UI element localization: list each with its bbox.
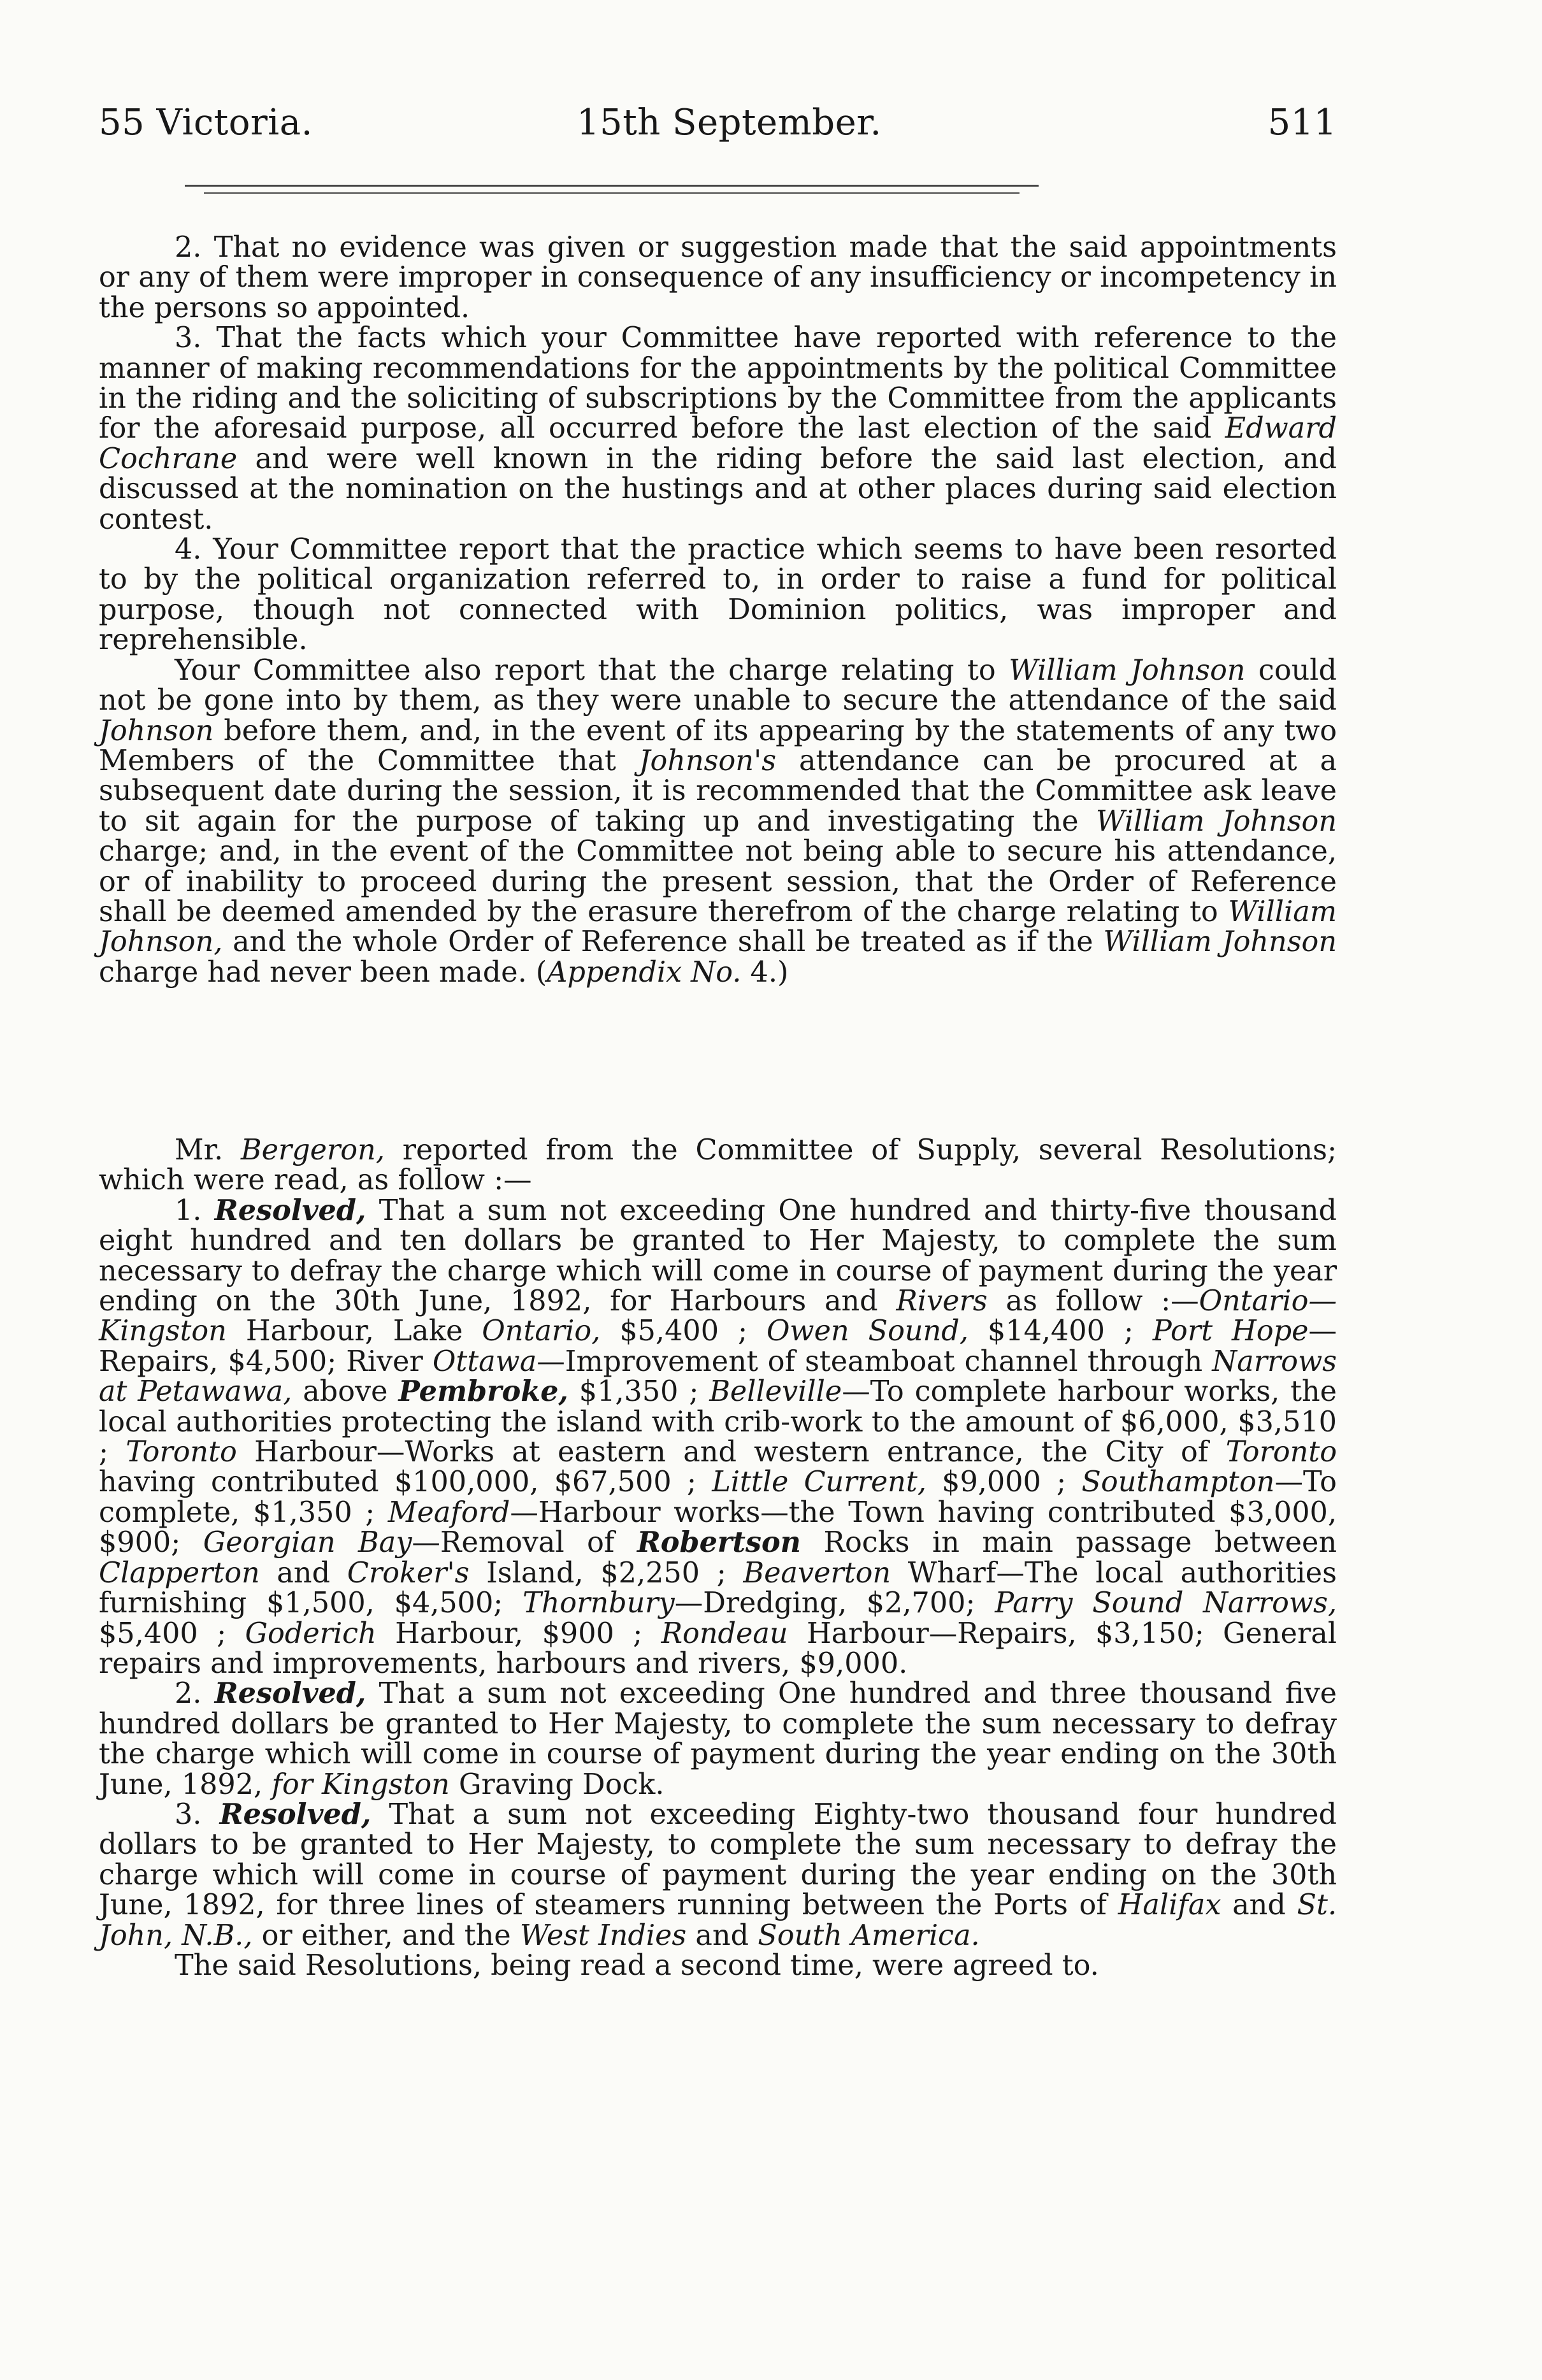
resolved-label: Resolved, xyxy=(214,1193,366,1227)
resolution-number: 2. xyxy=(175,1677,202,1710)
resolved-label: Resolved, xyxy=(214,1677,366,1710)
supply-intro xyxy=(99,1135,1337,1196)
person-name: Johnson's xyxy=(638,744,777,777)
paragraph-text: 4.) xyxy=(750,956,789,989)
paragraph-text: attendance can be procured at a subsequent date during the session, it is recommended that the Committee ask leave to sit again for the purpose of taking up and investigating the xyxy=(99,744,1337,838)
person-name: Johnson xyxy=(99,714,214,747)
resolved-label: Resolved, xyxy=(219,1797,371,1831)
place-name: St. John, N.B., xyxy=(99,1889,1337,1952)
place-name: Halifax xyxy=(1118,1889,1221,1922)
place-name: Meaford xyxy=(387,1496,510,1529)
paragraph-text: Your Committee also report that the charge relating to xyxy=(175,654,996,687)
resolution-text: $14,400 ; xyxy=(987,1315,1134,1348)
paragraph-text: charge; and, in the event of the Committee not being able to secure his attendance, or of inability to proceed during the present session, that the Order of Reference shall be deemed amended by the erasure therefrom of the charge relating to xyxy=(99,835,1337,928)
person-name: William Johnson, xyxy=(99,895,1337,959)
resolution-text: Graving Dock. xyxy=(458,1768,665,1801)
place-name: Little Current, xyxy=(712,1466,926,1499)
resolution-text: Rivers xyxy=(896,1285,988,1318)
paragraph-text: before them, and, in the event of its appearing by the statements of any two Members of the Committee that xyxy=(99,714,1337,777)
place-name: Rondeau xyxy=(661,1617,788,1650)
person-name: William Johnson xyxy=(1095,805,1337,838)
place-name: Clapperton xyxy=(99,1556,260,1589)
place-name: Robertson xyxy=(637,1526,802,1559)
resolution-text: Harbour, $900 ; xyxy=(395,1617,643,1650)
header-rule-secondary xyxy=(204,192,1020,194)
appendix-reference: Appendix No. xyxy=(547,956,742,989)
resolution-text: —Repairs, $4,500; River xyxy=(99,1315,1337,1378)
resolution-text: —Dredging, $2,700; xyxy=(674,1587,976,1620)
resolution-text: $5,400 ; xyxy=(99,1617,227,1650)
resolution-text: Rocks in main passage between xyxy=(823,1526,1337,1559)
resolution-number: 3. xyxy=(175,1798,202,1831)
place-name: Georgian Bay xyxy=(203,1526,412,1559)
report-paragraph-johnson xyxy=(99,656,1337,987)
resolution-3 xyxy=(99,1797,1337,1952)
person-name: Edward Cochrane xyxy=(99,412,1337,475)
place-name: for Kingston xyxy=(271,1768,450,1801)
resolution-text: or either, and the xyxy=(261,1919,511,1952)
resolution-text: Harbour—Repairs, $3,150; General repairs and improvements, harbours and rivers, $9,000. xyxy=(99,1617,1337,1680)
resolution-text: Island, $2,250 ; xyxy=(486,1556,726,1589)
place-name: Port Hope xyxy=(1152,1315,1309,1348)
resolution-text: Harbour—Works at eastern and western entrance, the City of xyxy=(254,1436,1209,1469)
paragraph-text: 4. Your Committee report that the practice which seems to have been resorted to by the political organization referred to, in order to raise a fund for political purpose, though not connected with Dominion politics, was improper and reprehensible. xyxy=(99,533,1337,657)
resolution-text: —To complete, $1,350 ; xyxy=(99,1466,1337,1529)
resolution-text: —Removal of xyxy=(412,1526,615,1559)
person-name: William Johnson xyxy=(1103,926,1337,959)
paragraph-text: and were well known in the riding before the said last election, and discussed at the nomination on the hustings and at other places during said election contest. xyxy=(99,442,1337,536)
running-head-date: 15th September. xyxy=(577,102,882,143)
paragraph-text: charge had never been made. ( xyxy=(99,956,547,989)
resolution-text: $9,000 ; xyxy=(942,1466,1067,1499)
place-name: Owen Sound, xyxy=(767,1315,969,1348)
header-rule xyxy=(185,185,1039,187)
place-name: Pembroke, xyxy=(398,1375,568,1409)
resolution-2 xyxy=(99,1679,1337,1800)
resolution-number: 1. xyxy=(175,1194,202,1227)
place-name: Ontario, xyxy=(482,1315,601,1348)
place-name: Parry Sound Narrows, xyxy=(995,1587,1337,1620)
resolution-text: and xyxy=(277,1556,331,1589)
report-paragraph-4 xyxy=(99,534,1337,656)
place-name: Toronto xyxy=(1225,1436,1337,1469)
person-name: William Johnson xyxy=(1009,654,1246,687)
resolution-text: Harbour, Lake xyxy=(245,1315,463,1348)
place-name: Croker's xyxy=(347,1556,470,1589)
paragraph-text: could not be gone into by them, as they were unable to secure the attendance of the said xyxy=(99,654,1337,717)
resolution-text: as follow :— xyxy=(1005,1285,1199,1318)
paragraph-text: reported from the Committee of Supply, several Resolutions; which were read, as follow :— xyxy=(99,1134,1337,1197)
paragraph-text: 3. That the facts which your Committee have reported with reference to the manner of making recommendations for the appointments by the political Committee in the riding and the soliciting of subscriptions by the Committee from the applicants for the aforesaid purpose, all occurred before the last election of the said xyxy=(99,322,1337,445)
resolution-text: —Improvement of steamboat channel through xyxy=(537,1345,1203,1378)
place-name: Thornbury xyxy=(522,1587,675,1620)
resolution-text: —Harbour works—the Town having contributed $3,000, $900; xyxy=(99,1496,1337,1559)
resolution-text: Wharf—The local authorities furnishing $1,500, $4,500; xyxy=(99,1556,1337,1620)
place-name: Ontario—Kingston xyxy=(99,1285,1337,1348)
resolution-text: —To complete harbour works, the local authorities protecting the island with crib-work to the amount of $6,000, $3,510 ; xyxy=(99,1375,1337,1469)
closing-text: The said Resolutions, being read a second time, were agreed to. xyxy=(175,1949,1099,1982)
report-paragraph-3 xyxy=(99,323,1337,534)
title-mr: Mr. xyxy=(175,1134,224,1166)
resolution-text: That a sum not exceeding One hundred and thirty-five thousand eight hundred and ten dollars be granted to Her Majesty, to complete the sum necessary to defray the charge which will come in course of payment during the year ending on the 30th June, 1892, for Harbours and xyxy=(99,1194,1337,1318)
resolution-1 xyxy=(99,1193,1337,1680)
place-name: Toronto xyxy=(126,1436,237,1469)
supply-resolutions xyxy=(99,1135,1337,1981)
person-name: Bergeron, xyxy=(240,1134,385,1166)
resolution-text: and xyxy=(1232,1889,1286,1922)
report-paragraph-2 xyxy=(99,233,1337,323)
place-name: South America. xyxy=(758,1919,980,1952)
place-name: Beaverton xyxy=(743,1556,891,1589)
page-number: 511 xyxy=(1267,102,1337,143)
place-name: Narrows at Petawawa, xyxy=(99,1345,1337,1409)
paragraph-text: 2. That no evidence was given or suggestion made that the said appointments or any of them were improper in consequence of any insufficiency or incompetency in the persons so appointed. xyxy=(99,231,1337,324)
resolution-text: That a sum not exceeding One hundred and three thousand five hundred dollars be granted to Her Majesty, to complete the sum necessary to defray the charge which will come in course of payment during the year ending on the 30th June, 1892, xyxy=(99,1677,1337,1801)
committee-report xyxy=(99,233,1337,987)
resolution-text: That a sum not exceeding Eighty-two thousand four hundred dollars to be granted to Her Majesty, to complete the sum necessary to defray the charge which will come in course of payment during the year ending on the 30th June, 1892, for three lines of steamers running between the Ports of xyxy=(99,1798,1337,1922)
resolution-text: $1,350 ; xyxy=(579,1375,699,1409)
place-name: Belleville xyxy=(709,1375,842,1409)
resolution-text: $5,400 ; xyxy=(619,1315,748,1348)
place-name: West Indies xyxy=(519,1919,687,1952)
paragraph-text: and the whole Order of Reference shall be treated as if the xyxy=(233,926,1093,959)
closing-line xyxy=(99,1951,1337,1981)
resolution-text: and xyxy=(695,1919,749,1952)
resolution-text: having contributed $100,000, $67,500 ; xyxy=(99,1466,696,1499)
running-head-regnal-year: 55 Victoria. xyxy=(99,102,313,143)
place-name: Goderich xyxy=(245,1617,377,1650)
place-name: Ottawa xyxy=(432,1345,537,1378)
place-name: Southampton xyxy=(1081,1466,1275,1499)
resolution-text: above xyxy=(303,1375,388,1409)
